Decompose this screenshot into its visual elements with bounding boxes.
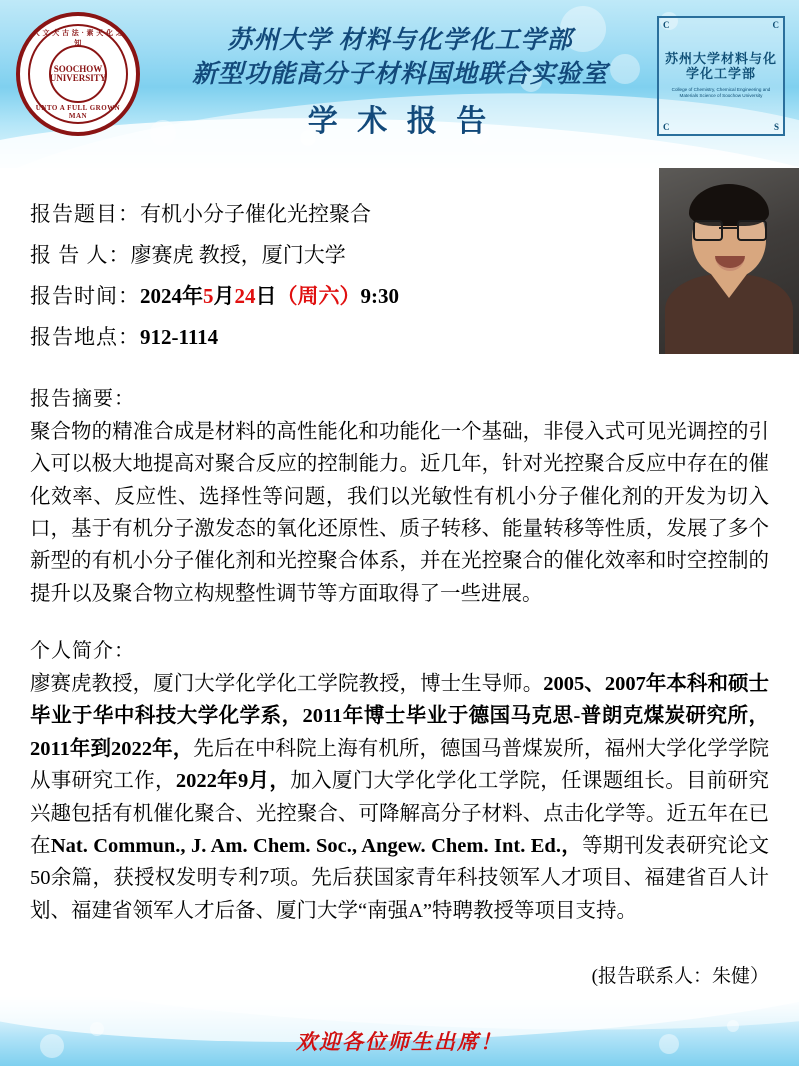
talk-speaker-row (30, 235, 590, 276)
seal-core-text: SOOCHOW UNIVERSITY (49, 45, 107, 103)
university-seal-logo (16, 12, 140, 136)
bio-text-6: Nat. Commun., J. Am. Chem. Soc., Angew. Chem. Int. Ed.， (50, 834, 583, 857)
talk-title-value: 有机小分子催化光控聚合 (140, 202, 371, 226)
logo-corner-icon-tl: C (663, 20, 670, 30)
bio-text-1: 廖赛虎教授，厦门大学化学化工学院教授，博士生导师。 (30, 673, 544, 695)
header-main-title: 学 术 报 告 (307, 104, 493, 138)
header-department-line: 苏州大学 材料与化学化工学部 (227, 27, 573, 54)
seal-inner-ring (28, 24, 128, 124)
bio-title: 个人简介： (30, 640, 135, 662)
talk-place-value: 912-1114 (140, 324, 219, 349)
bio-section (30, 634, 769, 927)
talk-time-row (30, 276, 590, 317)
seal-bottom-text: UNTO A FULL GROWN MAN (35, 104, 121, 120)
talk-speaker-label: 报 告 人： (30, 242, 131, 267)
school-logo-english-name: College of Chemistry, Chemical Engineering and Materials Science of Soochow University (671, 87, 771, 99)
school-logo-chinese-name: 苏州大学材料与化学化工学部 (664, 51, 777, 82)
talk-time-month-unit: 月 (213, 283, 235, 308)
talk-title-row (30, 194, 590, 235)
footer-slogan: 欢迎各位师生出席！ (296, 1030, 503, 1054)
talk-title-label: 报告题目： (30, 202, 140, 226)
portrait-glasses-right (737, 220, 767, 241)
portrait-glasses-left (693, 220, 723, 241)
poster-header (0, 0, 799, 168)
portrait-glasses-bridge (719, 227, 737, 229)
logo-corner-icon-br: S (773, 122, 779, 132)
header-lab-line: 新型功能高分子材料国地联合实验室 (191, 60, 608, 88)
talk-info-block (30, 194, 590, 358)
talk-time-label: 报告时间： (30, 283, 140, 308)
speaker-portrait-photo (659, 168, 799, 354)
abstract-body: 聚合物的精准合成是材料的高性能化和功能化一个基础，非侵入式可见光调控的引入可以极大地提高对聚合反应的控制能力。近几年，针对光控聚合反应中存在的催化效率、反应性、选择性等问题，我们以光敏性有机小分子催化剂的开发为切入口，基于有机分子激发态的氧化还原性、质子转移、能量转移等性质，发展了多个新型的有机小分子催化剂和光控聚合体系，并在光控聚合的催化效率和时空控制的提升以及聚合物立构规整性调节等方面取得了一些进展。 (30, 420, 769, 605)
talk-time-day-unit: 日 (255, 283, 277, 308)
school-logo (657, 16, 785, 136)
talk-time-day: 24 (234, 283, 256, 308)
bio-body (30, 668, 769, 927)
abstract-section (30, 382, 769, 610)
talk-place-row (30, 317, 590, 358)
bio-text-4: 2022年9月， (175, 770, 291, 793)
talk-speaker-value: 廖赛虎 教授，厦门大学 (130, 242, 346, 267)
bio-text-5: 加入厦门大学化学化工学院，任课题组长。目前研究兴趣包括有机催化聚合、光控聚合、可降解高分子材料、点击化学等。近五年在已在 (30, 770, 770, 857)
talk-time-weekday: （周六） (276, 283, 361, 308)
talk-time-month: 5 (203, 283, 214, 308)
header-title-group (150, 24, 650, 140)
talk-time-clock: 9:30 (360, 283, 399, 308)
talk-place-label: 报告地点： (30, 324, 140, 349)
poster-footer (0, 996, 799, 1066)
bio-text-7: 等期刊发表研究论文50余篇，获授权发明专利7项。先后获国家青年科技领军人才项目、福建省百人计划、福建省领军人才后备、厦门大学“南强A”特聘教授等项目支持。 (30, 834, 770, 922)
logo-corner-icon-tr: C (772, 20, 779, 30)
logo-corner-icon-bl: C (663, 122, 670, 132)
seal-top-text: 人 文 大 古 法 · 素 天 化 之 知 (32, 29, 124, 47)
bio-text-3: 先后在中科院上海有机所，德国马普煤炭所，福州大学化学学院从事研究工作， (30, 737, 770, 793)
bio-text-2: 2005、2007年本科和硕士毕业于华中科技大学化学系，2011年博士毕业于德国马克思-普朗克煤炭研究所，2011年到2022年， (30, 673, 770, 760)
poster-content (0, 168, 799, 996)
talk-time-year: 2024年 (140, 283, 203, 308)
contact-person: (报告联系人：朱健） (591, 966, 769, 987)
abstract-title: 报告摘要： (30, 387, 135, 410)
